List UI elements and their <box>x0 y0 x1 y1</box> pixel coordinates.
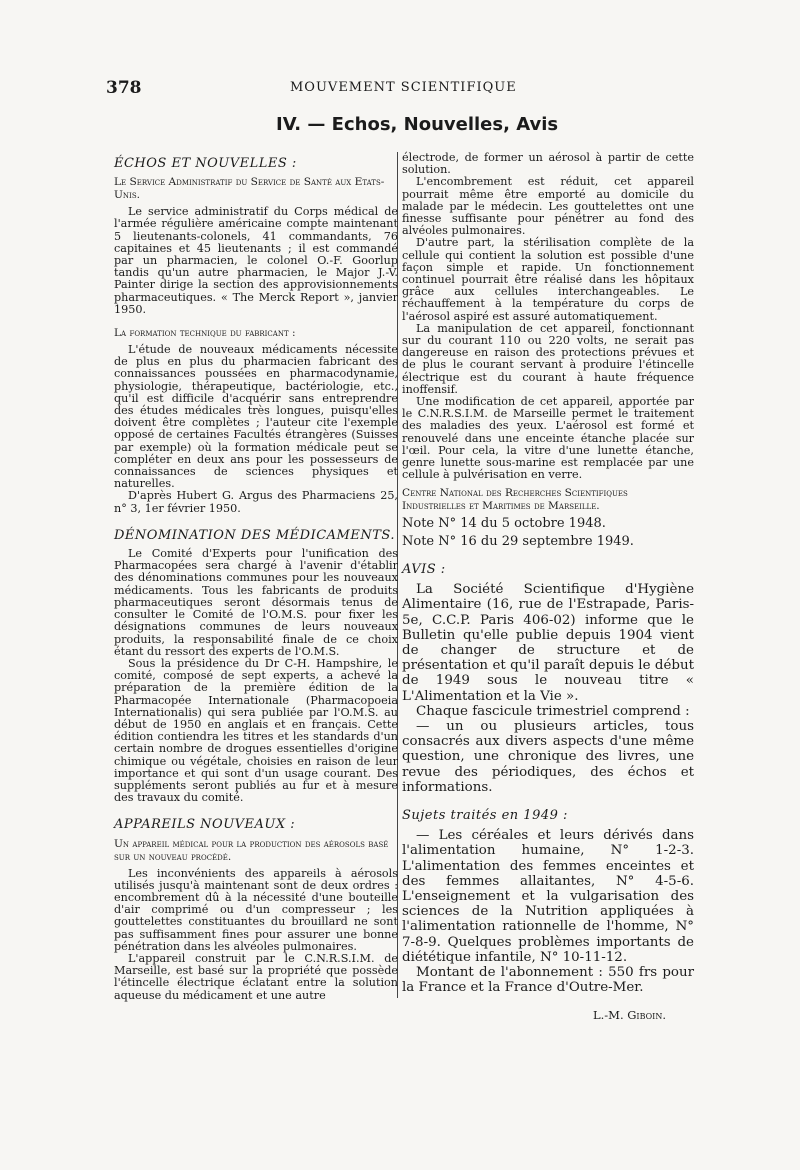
subheading-appareil: Un appareil médical pour la production des aérosols basé sur un nouveau procédé. <box>114 837 389 863</box>
paragraph-sujets: — Les céréales et leurs dérivés dans l'alimentation humaine, N° 1-2-3. L'alimentation des femmes enceintes et des femmes allaitantes, N° 4-5-6. L'enseignement et la vulgarisation des sciences de la Nutrition appliquées à l'alimentation rationnelle de l'homme, N° 7-8-9. Quelques problèmes importants de diététique infantile, N° 10-11-12. <box>402 828 694 965</box>
page-title: IV. — Echos, Nouvelles, Avis <box>276 114 559 135</box>
section-heading-avis: AVIS : <box>402 561 446 577</box>
paragraph-sterilisation: D'autre part, la stérilisation complète de la cellule qui contient la solution est possible d'une façon simple et rapide. Un fonctionnement continuel pourrait être réalisé dans les hôpitaux grâce aux cellules interchangeables. Le réchauffement à la température du corps de l'aérosol aspiré est assuré automatiquement. <box>402 236 694 323</box>
section-heading-echos: ÉCHOS ET NOUVELLES : <box>114 156 297 171</box>
paragraph-continuation: électrode, de former un aérosol à partir de cette solution. <box>402 151 694 177</box>
signature: L.-M. Giboin. <box>592 1008 666 1023</box>
left-column <box>114 152 398 1002</box>
paragraph-service: Le service administratif du Corps médical de l'armée régulière américaine compte maintenant 5 lieutenants-colonels, 41 commandants, 76 capitaines et 45 lieutenants ; il est commandé par un pharmacien, le colonel O.-F. Goorlup tandis qu'un autre pharmacien, le Major J.-V. Painter dirige la section des approvisionnements pharmaceutiques. « The Merck Report », janvier 1950. <box>114 205 398 316</box>
paragraph-modification: Une modification de cet appareil, apportée par le C.N.R.S.I.M. de Marseille permet le traitement des maladies des yeux. L'aérosol est formé et renouvelé dans une enceinte étanche placée sur l'œil. Pour cela, la vitre d'une lunette étanche, genre lunette sous-marine est remplacée par une cellule à pulvérisation en verre. <box>402 395 694 482</box>
subheading-formation: La formation technique du fabricant : <box>114 327 296 340</box>
paragraph-avis-1: La Société Scientifique d'Hygiène Alimentaire (16, rue de l'Estrapade, Paris-5e, C.C.P. Paris 406-02) informe que le Bulletin qu'elle publie depuis 1904 vient de changer de structure et de présentation et qu'il paraît depuis le début de 1949 sous le nouveau titre « L'Alimentation et la Vie ». <box>402 582 694 704</box>
paragraph-encombrement: L'encombrement est réduit, cet appareil pourrait même être emporté au domicile du malade par le médecin. Les gouttelettes ont une finesse suffisante pour pénétrer au fond des alvéoles pulmonaires. <box>402 175 694 238</box>
paragraph-formation-source: D'après Hubert G. Argus des Pharmaciens 25, n° 3, 1er février 1950. <box>114 489 398 515</box>
note-1948: Note N° 14 du 5 octobre 1948. <box>402 516 606 532</box>
right-column <box>402 152 694 1022</box>
paragraph-avis-3: — un ou plusieurs articles, tous consacrés aux divers aspects d'une même question, une chronique des livres, une revue des périodiques, des échos et informations. <box>402 718 694 795</box>
paragraph-formation: L'étude de nouveaux médicaments nécessite de plus en plus du pharmacien fabricant des connaissances poussées en pharmacodynamie, physiologie, thérapeutique, bactériologie, etc., qu'il est difficile d'acquérir sans entreprendre des études médicales très longues, puisqu'elles doivent être complètes ; l'auteur cite l'exemple opposé de certaines Facultés étrangères (Suisses par exemple) où la formation médicale peut se compléter en deux ans pour les possesseurs de connaissances de sciences physiques et naturelles. <box>114 343 398 491</box>
note-1949: Note N° 16 du 29 septembre 1949. <box>402 533 634 549</box>
running-head: MOUVEMENT SCIENTIFIQUE <box>290 80 517 95</box>
paragraph-avis-2: Chaque fascicule trimestriel comprend : <box>416 703 690 719</box>
section-heading-appareils: APPAREILS NOUVEAUX : <box>114 817 296 833</box>
paragraph-manipulation: La manipulation de cet appareil, fonctionnant sur du courant 110 ou 220 volts, ne serait pas dangereuse en raison des protections prévues et de plus le courant servant à produire l'étincelle électrique est du courant à haute fréquence inoffensif. <box>402 321 694 396</box>
subheading-service: Le Service Administratif du Service de Santé aux Etats-Unis. <box>114 176 385 202</box>
section-heading-denomination: DÉNOMINATION DES MÉDICAMENTS. <box>114 527 395 543</box>
page-number: 378 <box>106 78 142 98</box>
paragraph-appareil-2: L'appareil construit par le C.N.R.S.I.M. de Marseille, est basé sur la propriété que possède l'étincelle électrique éclatant entre la solution aqueuse du médicament et une autre <box>114 951 398 1002</box>
paragraph-appareil-1: Les inconvénients des appareils à aérosols utilisés jusqu'à maintenant sont de deux ordres : encombrement dû à la nécessité d'une bouteille d'air comprimé ou d'un compresseur ; les gouttelettes constituantes du brouillard ne sont pas suffisamment fines pour assurer une bonne pénétration dans les alvéoles pulmonaires. <box>114 866 398 953</box>
paragraph-denomination-2: Sous la présidence du Dr C-H. Hampshire, le comité, composé de sept experts, a achevé la préparation de la première édition de la Pharmacopée Internationale (Pharmacopoeia Internationalis) qui sera publiée par l'O.M.S. au début de 1950 en anglais et en français. Cette édition contiendra les titres et les standards d'un certain nombre de drogues essentielles d'origine chimique ou végétale, choisies en raison de leur importance et qui sont d'un usage courant. Des suppléments seront publiés au fur et à mesure des travaux du comité. <box>114 656 398 805</box>
paragraph-denomination-1: Le Comité d'Experts pour l'unification des Pharmacopées sera chargé à l'avenir d'établir des dénominations communes pour les nouveaux médicaments. Tous les fabricants de produits pharmaceutiques seront désormais tenus de consulter le Comité de l'O.M.S. pour fixer les désignations communes de leurs nouveaux produits, la responsabilité finale de ce choix étant du ressort des experts de l'O.M.S. <box>114 547 398 658</box>
source-cnrs: Centre National des Recherches Scientifiques Industrielles et Maritimes de Marseille. <box>402 487 628 513</box>
section-heading-sujets: Sujets traités en 1949 : <box>402 807 568 823</box>
paragraph-abonnement: Montant de l'abonnement : 550 frs pour la France et la France d'Outre-Mer. <box>402 964 694 996</box>
